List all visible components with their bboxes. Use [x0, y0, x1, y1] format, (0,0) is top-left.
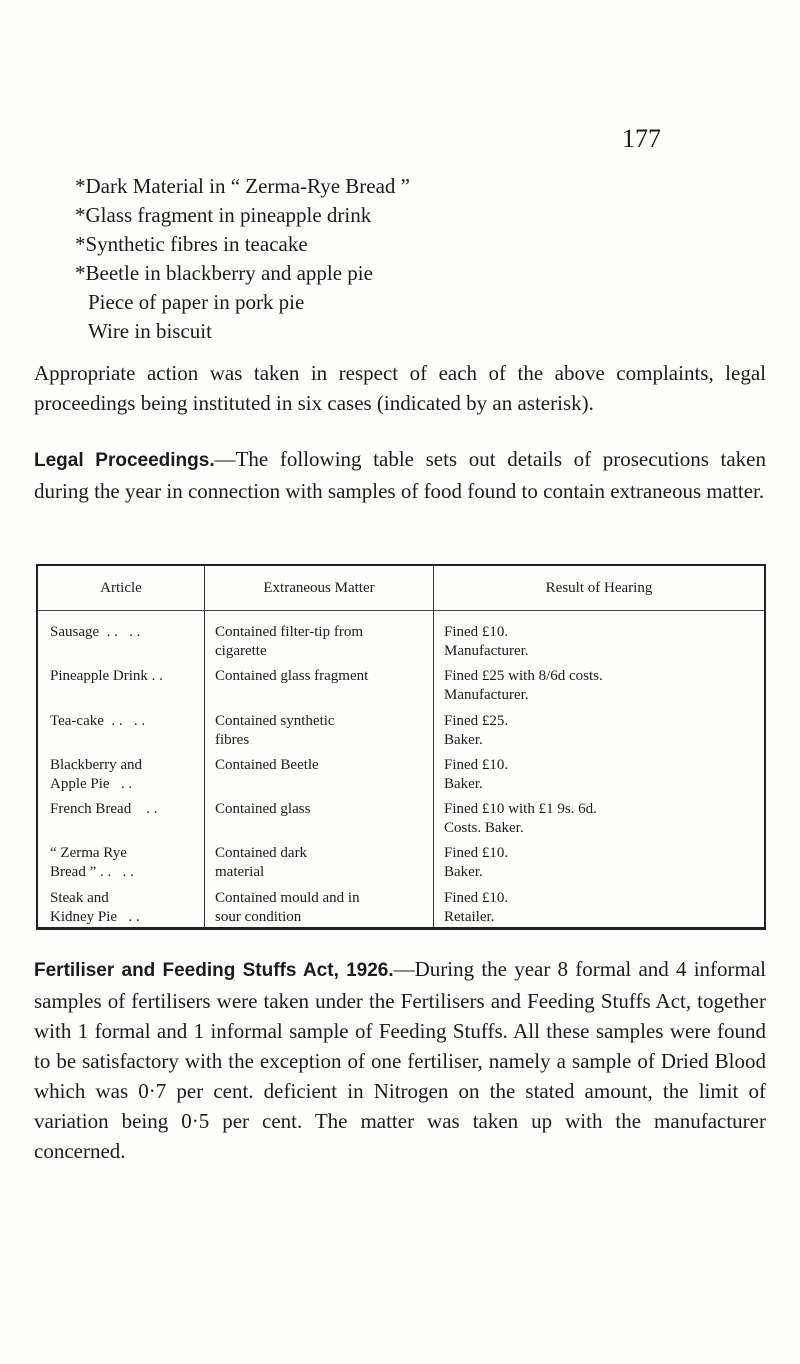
cell-result: [434, 706, 766, 750]
cell-extraneous-matter: [205, 838, 434, 882]
cell-line: Blackberry and: [50, 756, 143, 773]
cell-line: Contained glass: [215, 801, 311, 818]
list-item: Wire in biscuit: [88, 319, 212, 343]
cell-result: [434, 838, 766, 882]
cell-line: Contained synthetic: [215, 712, 335, 729]
legal-proceedings-paragraph: [34, 444, 766, 506]
cell-line: Baker.: [444, 775, 483, 792]
cell-line: Manufacturer.: [444, 687, 529, 704]
cell-line: Kidney Pie . .: [50, 908, 140, 925]
cell-line: Fined £25 with 8/6d costs.: [444, 668, 603, 685]
table-row: [37, 838, 765, 882]
cell-line: Fined £10.: [444, 756, 509, 773]
cell-line: “ Zerma Rye: [50, 845, 127, 862]
column-header-article: Article: [37, 565, 205, 611]
cell-extraneous-matter: [205, 661, 434, 705]
cell-line: Fined £10.: [444, 889, 509, 906]
cell-line: Contained glass fragment: [215, 668, 369, 685]
cell-article: [37, 661, 205, 705]
cell-line: Costs. Baker.: [444, 820, 524, 837]
cell-result: [434, 661, 766, 705]
cell-article: [37, 706, 205, 750]
cell-line: material: [215, 864, 265, 881]
table-header-row: [37, 565, 765, 611]
cell-article: [37, 750, 205, 794]
cell-article: [37, 794, 205, 838]
cell-extraneous-matter: [205, 706, 434, 750]
cell-result: [434, 750, 766, 794]
list-item: *Dark Material in “ Zerma-Rye Bread ”: [75, 174, 411, 198]
cell-line: Tea-cake . . . .: [50, 712, 146, 729]
cell-line: Sausage . . . .: [50, 624, 141, 640]
table-row: [37, 706, 765, 750]
complaints-list: [75, 172, 410, 346]
list-item: Piece of paper in pork pie: [88, 290, 305, 314]
cell-extraneous-matter: [205, 883, 434, 929]
cell-article: [37, 883, 205, 929]
legal-proceedings-heading: Legal Proceedings.: [34, 450, 215, 471]
cell-article: [37, 611, 205, 662]
list-item: *Beetle in blackberry and apple pie: [75, 261, 373, 285]
cell-line: Contained filter-tip from: [215, 624, 363, 640]
list-item: *Synthetic fibres in teacake: [75, 232, 308, 256]
cell-line: Contained dark: [215, 845, 308, 862]
table-row: [37, 661, 765, 705]
cell-line: Fined £25.: [444, 712, 509, 729]
cell-result: [434, 794, 766, 838]
cell-line: Contained mould and in: [215, 889, 360, 906]
cell-line: Bread ” . . . .: [50, 864, 134, 881]
cell-line: Steak and: [50, 889, 109, 906]
cell-line: Manufacturer.: [444, 643, 529, 659]
cell-extraneous-matter: [205, 611, 434, 662]
table-row: [37, 611, 765, 662]
list-item: *Glass fragment in pineapple drink: [75, 203, 372, 227]
cell-line: Apple Pie . .: [50, 775, 133, 792]
cell-line: French Bread . .: [50, 801, 158, 818]
column-header-extraneous-matter: Extraneous Matter: [205, 565, 434, 611]
cell-extraneous-matter: [205, 794, 434, 838]
table-row: [37, 883, 765, 929]
action-paragraph: Appropriate action was taken in respect of each of the above complaints, legal proceedings being instituted in six cases (indicated by an asterisk).: [34, 361, 766, 415]
cell-line: cigarette: [215, 643, 267, 659]
cell-line: sour condition: [215, 908, 302, 925]
cell-line: Fined £10.: [444, 624, 509, 640]
cell-line: Retailer.: [444, 908, 495, 925]
cell-line: Baker.: [444, 731, 483, 748]
page-number: 177: [622, 124, 661, 153]
cell-line: Fined £10.: [444, 845, 509, 862]
cell-line: Pineapple Drink . .: [50, 668, 163, 685]
legal-proceedings-text: —The following table sets out details of prosecutions taken during the year in connection with samples of food found to contain extraneous matter.: [34, 447, 766, 503]
cell-line: fibres: [215, 731, 250, 748]
table-row: [37, 750, 765, 794]
cell-line: Fined £10 with £1 9s. 6d.: [444, 801, 597, 818]
table-body: [37, 611, 765, 929]
fertiliser-heading: Fertiliser and Feeding Stuffs Act, 1926.: [34, 960, 394, 981]
fertiliser-paragraph: [34, 954, 766, 1166]
cell-article: [37, 838, 205, 882]
cell-result: [434, 883, 766, 929]
prosecutions-table: [36, 564, 766, 930]
table-row: [37, 794, 765, 838]
column-header-result: Result of Hearing: [434, 565, 766, 611]
cell-result: [434, 611, 766, 662]
cell-line: Contained Beetle: [215, 756, 319, 773]
cell-extraneous-matter: [205, 750, 434, 794]
fertiliser-text: —During the year 8 formal and 4 informal samples of fertilisers were taken under the Fertilisers and Feeding Stuffs Act, together with 1 formal and 1 informal sample of Feeding Stuffs. All these samples were found to be satisfactory with the exception of one fertiliser, namely a sample of Dried Blood which was 0·7 per cent. deficient in Nitrogen on the stated amount, the limit of variation being 0·5 per cent. The matter was taken up with the manufacturer concerned.: [34, 957, 766, 1163]
cell-line: Baker.: [444, 864, 483, 881]
